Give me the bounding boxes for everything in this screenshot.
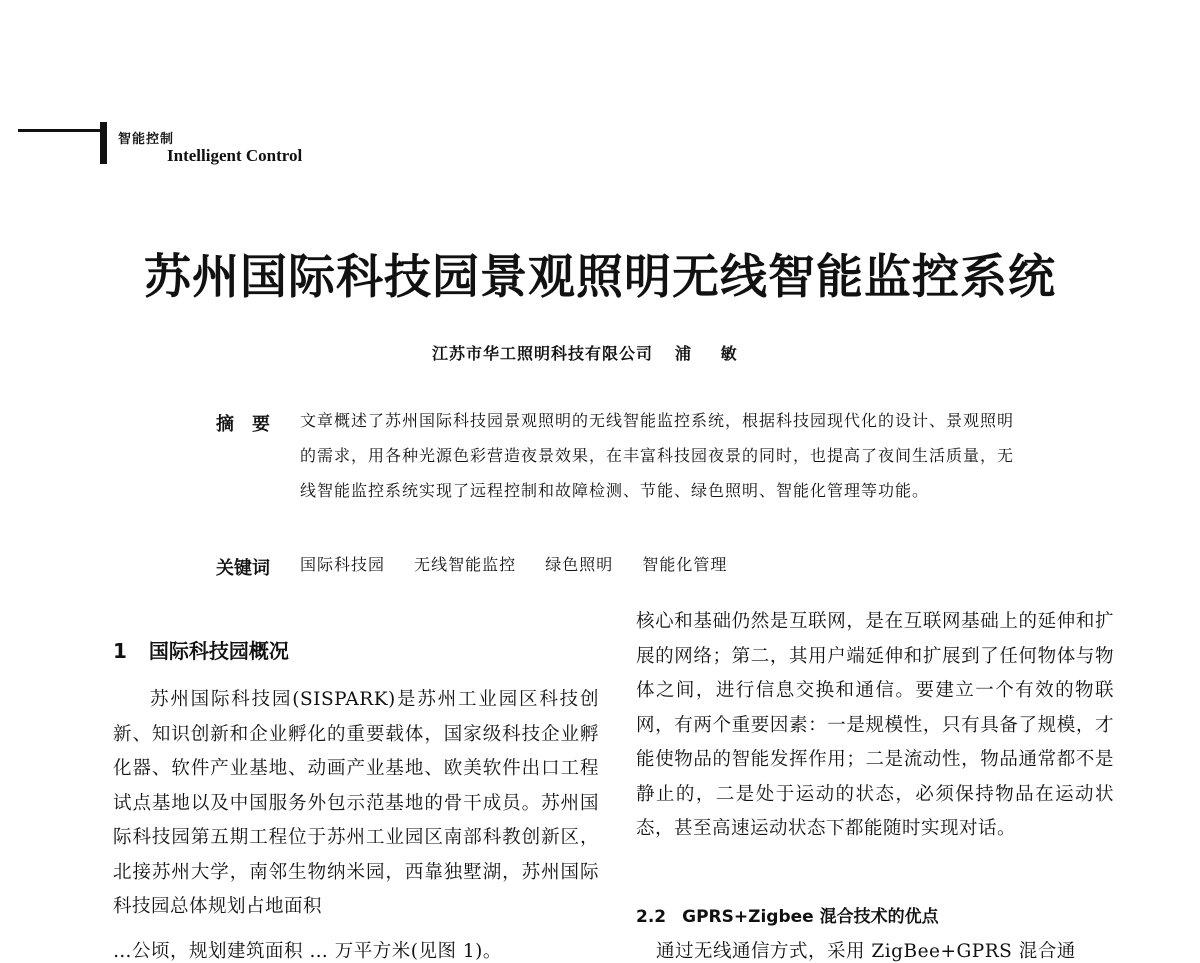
- section-1-heading: [113, 635, 289, 664]
- section-1-paragraph: 苏州国际科技园(SISPARK)是苏州工业园区科技创新、知识创新和企业孵化的重要载体，国家级科技企业孵化器、软件产业基地、动画产业基地、欧美软件出口工程试点基地以及中国服务外包示范基地的骨干成员。苏州国际科技园第五期工程位于苏州工业园区南部科教创新区，北接苏州大学，南邻生物纳米园，西靠独墅湖，苏州国际科技园总体规划占地面积: [113, 689, 599, 917]
- section-number: 1: [113, 639, 127, 663]
- section-number: 2.2: [636, 907, 667, 927]
- keyword: 绿色照明: [545, 555, 614, 574]
- author-name: 浦 敏: [675, 344, 749, 363]
- paper-title: 苏州国际科技园景观照明无线智能监控系统: [144, 250, 1056, 305]
- right-column: [636, 605, 1114, 847]
- header-rule: [18, 129, 100, 132]
- header-bar: [100, 122, 107, 164]
- keyword: 智能化管理: [642, 555, 728, 574]
- section-title: GPRS+Zigbee 混合技术的优点: [682, 907, 939, 927]
- left-column: [113, 683, 599, 925]
- section-2-2-heading: [636, 902, 939, 927]
- section-label-en: Intelligent Control: [167, 146, 303, 165]
- right-column-paragraph: 核心和基础仍然是互联网，是在互联网基础上的延伸和扩展的网络；第二，其用户端延伸和扩展到了任何物体与物体之间，进行信息交换和通信。要建立一个有效的物联网，有两个重要因素：一是规模性，只有具备了规模，才能使物品的智能发挥作用；二是流动性，物品通常都不是静止的，二是处于运动的状态，必须保持物品在运动状态，甚至高速运动状态下都能随时实现对话。: [636, 611, 1114, 839]
- keyword: 无线智能监控: [414, 555, 517, 574]
- author-line: [432, 341, 749, 364]
- keywords-label: 关键词: [216, 558, 270, 579]
- left-column-cut-line: …公顷，规划建筑面积 … 万平方米(见图 1)。: [113, 941, 502, 962]
- abstract-text: 文章概述了苏州国际科技园景观照明的无线智能监控系统，根据科技园现代化的设计、景观照明的需求，用各种光源色彩营造夜景效果，在丰富科技园夜景的同时，也提高了夜间生活质量，无线智能监控系统实现了远程控制和故障检测、节能、绿色照明、智能化管理等功能。: [300, 411, 1015, 500]
- right-column-cut-line: 通过无线通信方式，采用 ZigBee+GPRS 混合通: [656, 941, 1076, 962]
- abstract-label: 摘要: [216, 414, 288, 435]
- keywords-list: [300, 552, 751, 575]
- section-label-cn: 智能控制: [118, 132, 175, 147]
- keyword: 国际科技园: [300, 555, 386, 574]
- section-title: 国际科技园概况: [148, 639, 289, 663]
- author-affiliation: 江苏市华工照明科技有限公司: [432, 344, 654, 363]
